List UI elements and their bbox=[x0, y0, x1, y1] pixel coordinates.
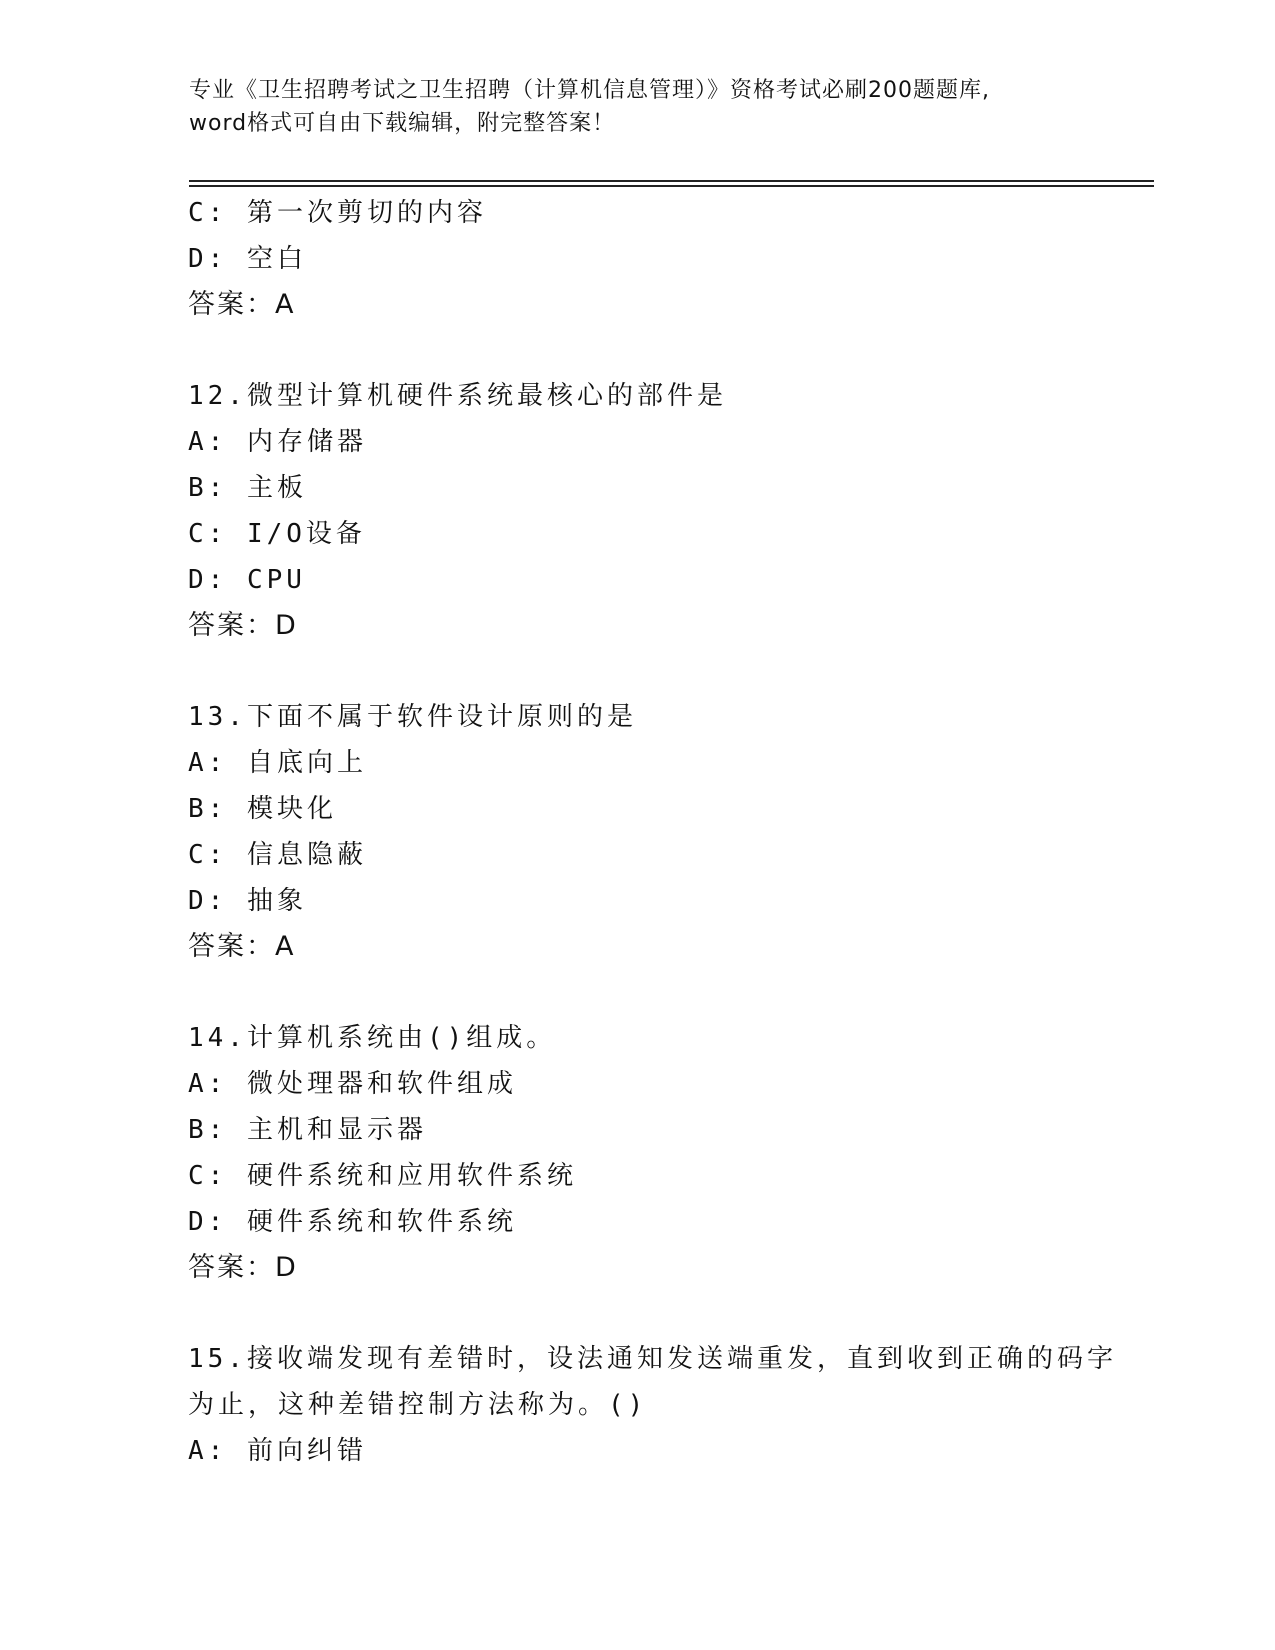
header-title-line-1: 专业《卫生招聘考试之卫生招聘（计算机信息管理）》资格考试必刷200题题库, bbox=[189, 78, 990, 103]
spacer bbox=[188, 1291, 1088, 1336]
option-c: C: 第一次剪切的内容 bbox=[188, 198, 487, 228]
option-b: B: 主机和显示器 bbox=[188, 1115, 427, 1145]
option-a: A: 前向纠错 bbox=[188, 1436, 367, 1466]
question-text: 14.计算机系统由()组成。 bbox=[188, 1023, 557, 1053]
spacer bbox=[188, 649, 1088, 694]
answer-line: 答案：D bbox=[188, 1252, 298, 1283]
option-d: D: 抽象 bbox=[188, 886, 307, 916]
header-divider-bottom bbox=[189, 185, 1154, 187]
question-list bbox=[188, 190, 1117, 1474]
answer-line: 答案：A bbox=[188, 931, 296, 962]
header-title-line-2: word格式可自由下载编辑，附完整答案！ bbox=[189, 111, 616, 136]
option-d: D: CPU bbox=[188, 565, 306, 595]
spacer bbox=[188, 970, 1088, 1015]
option-c: C: I/O设备 bbox=[188, 519, 366, 549]
option-d: D: 硬件系统和软件系统 bbox=[188, 1207, 517, 1237]
option-b: B: 模块化 bbox=[188, 794, 337, 824]
option-b: B: 主板 bbox=[188, 473, 307, 503]
option-a: A: 微处理器和软件组成 bbox=[188, 1069, 517, 1099]
document-header bbox=[189, 74, 1089, 140]
question-13 bbox=[188, 694, 1088, 970]
question-text: 12.微型计算机硬件系统最核心的部件是 bbox=[188, 381, 727, 411]
answer-line: 答案：D bbox=[188, 610, 298, 641]
question-14 bbox=[188, 1015, 1088, 1291]
answer-line: 答案：A bbox=[188, 289, 296, 320]
option-a: A: 内存储器 bbox=[188, 427, 367, 457]
question-text: 13.下面不属于软件设计原则的是 bbox=[188, 702, 637, 732]
option-d: D: 空白 bbox=[188, 244, 307, 274]
question-15 bbox=[188, 1336, 1117, 1474]
question-11-continued bbox=[188, 190, 1088, 328]
option-a: A: 自底向上 bbox=[188, 748, 367, 778]
option-c: C: 硬件系统和应用软件系统 bbox=[188, 1161, 577, 1191]
question-12 bbox=[188, 373, 1088, 649]
header-divider-top bbox=[189, 180, 1154, 182]
spacer bbox=[188, 328, 1088, 373]
option-c: C: 信息隐蔽 bbox=[188, 840, 367, 870]
question-text-line-2: 为止，这种差错控制方法称为。() bbox=[188, 1390, 648, 1420]
question-text-line-1: 15.接收端发现有差错时，设法通知发送端重发，直到收到正确的码字 bbox=[188, 1344, 1117, 1374]
